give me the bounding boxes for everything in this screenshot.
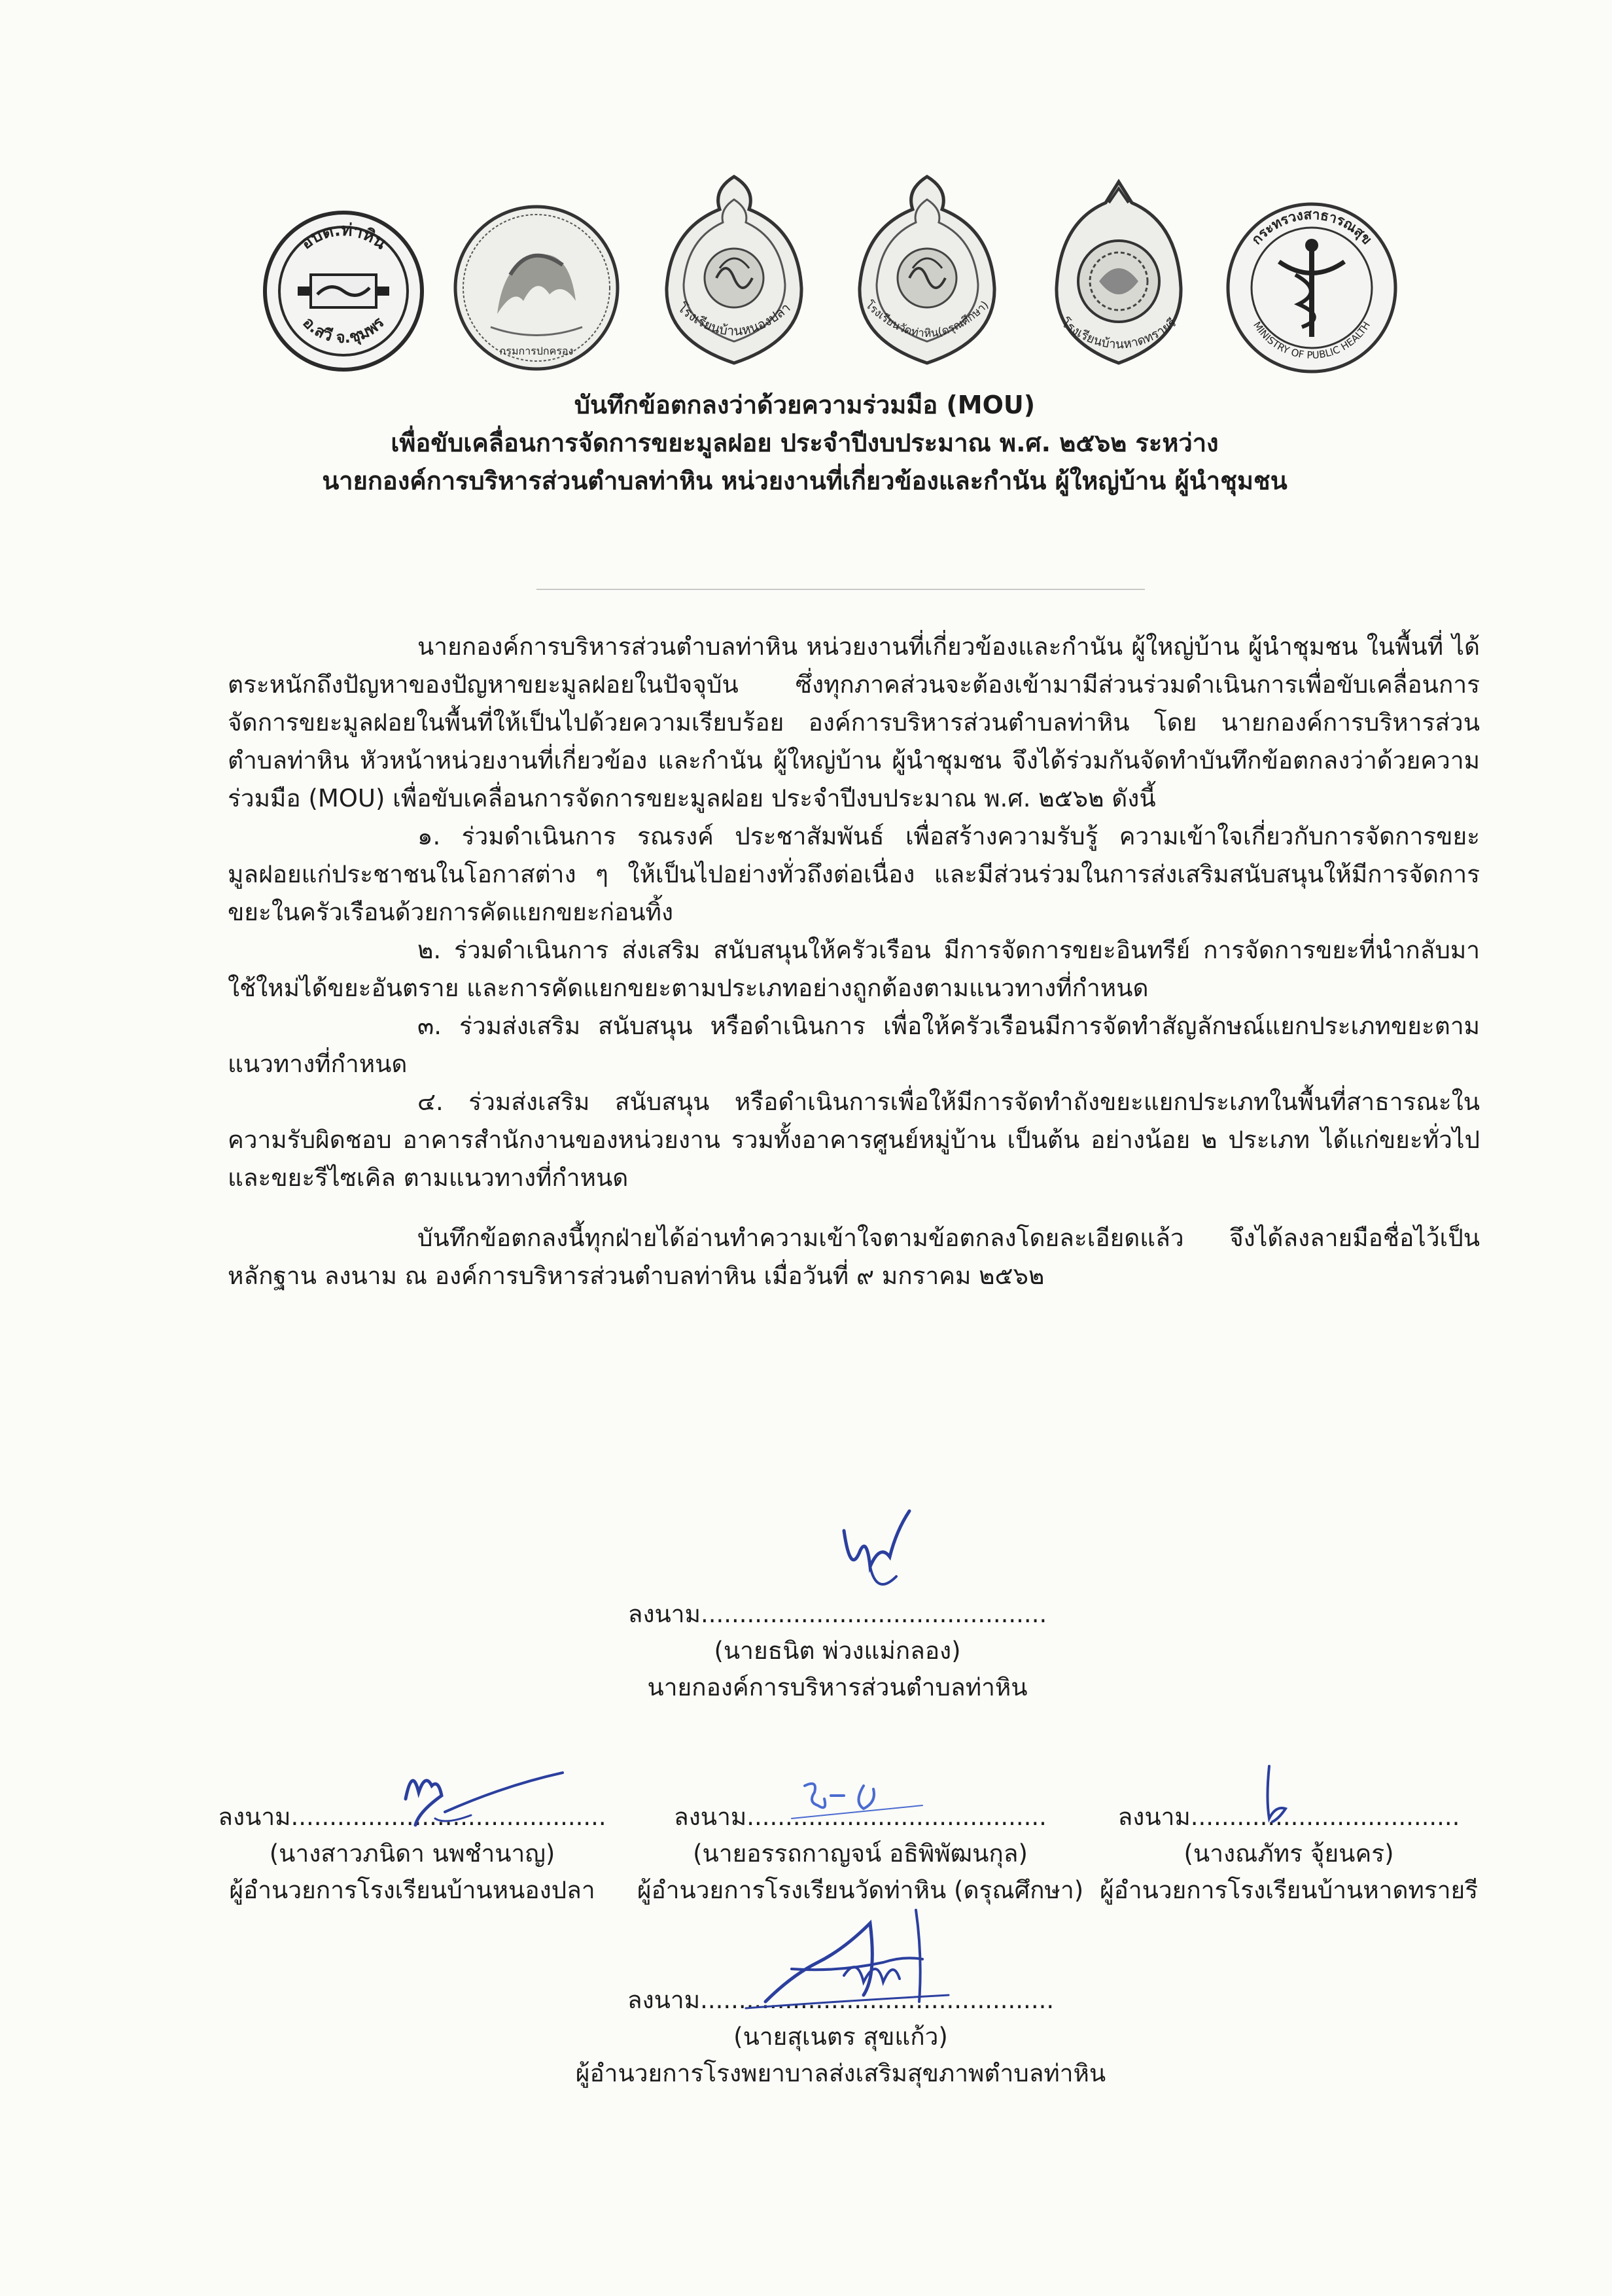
- handwritten-signature-bottom: [726, 1897, 975, 2028]
- wat-tha-hin-school-logo: [844, 170, 1011, 373]
- ministry-of-public-health-logo: [1223, 200, 1400, 376]
- document-title: [196, 386, 1413, 500]
- sign-line: ลงนาม...................................: [1117, 1803, 1460, 1831]
- signer-position: ผู้อำนวยการโรงเรียนบ้านหาดทรายรี: [1099, 1876, 1479, 1904]
- signer-name: (นางณภัทร จุ้ยนคร): [1183, 1839, 1394, 1868]
- title-line-3: นายกองค์การบริหารส่วนตำบลท่าหิน หน่วยงานที่เกี่ยวข้องและกำนัน ผู้ใหญ่บ้าน ผู้นำชุมชน: [322, 466, 1288, 495]
- logo-row: [262, 170, 1452, 373]
- title-line-2: เพื่อขับเคลื่อนการจัดการขยะมูลฝอย ประจำปีงบประมาณ พ.ศ. ๒๕๖๒ ระหว่าง: [391, 428, 1219, 457]
- signature-main: [589, 1596, 1086, 1706]
- signer-name: (นายสุเนตร สุขแก้ว): [733, 2023, 948, 2051]
- signer-position: ผู้อำนวยการโรงเรียนวัดท่าหิน (ดรุณศึกษา): [637, 1876, 1084, 1904]
- ban-hat-sai-ri-school-logo: [1037, 177, 1200, 373]
- body-text: [228, 628, 1480, 1295]
- signer-position: นายกองค์การบริหารส่วนตำบลท่าหิน: [647, 1673, 1028, 1701]
- title-line-1: บันทึกข้อตกลงว่าด้วยความร่วมมือ (MOU): [574, 391, 1036, 419]
- signer-position: ผู้อำนวยการโรงพยาบาลส่งเสริมสุขภาพตำบลท่าหิน: [575, 2059, 1106, 2087]
- intro-paragraph: นายกองค์การบริหารส่วนตำบลท่าหิน หน่วยงานที่เกี่ยวข้องและกำนัน ผู้ใหญ่บ้าน ผู้นำชุมชน ในพื้นที่ ได้ตระหนักถึงปัญหาของปัญหาขยะมูลฝอยในปัจจุบัน ซึ่งทุกภาคส่วนจะต้องเข้ามามีส่วนร่วมดำเนินการเพื่อขับเคลื่อนการจัดการขยะมูลฝอยในพื้นที่ให้เป็นไปด้วยความเรียบร้อย องค์การบริหารส่วนตำบลท่าหิน โดย นายกองค์การบริหารส่วนตำบลท่าหิน หัวหน้าหน่วยงานที่เกี่ยวข้อง และกำนัน ผู้ใหญ่บ้าน ผู้นำชุมชน จึงได้ร่วมกันจัดทำบันทึกข้อตกลงว่าด้วยความร่วมมือ (MOU) เพื่อขับเคลื่อนการจัดการขยะมูลฝอย ประจำปีงบประมาณ พ.ศ. ๒๕๖๒ ดังนี้: [228, 633, 1480, 812]
- sign-line: ลงนาม.........................................: [218, 1803, 606, 1831]
- list-item: ๓. ร่วมส่งเสริม สนับสนุน หรือดำเนินการ เพื่อให้ครัวเรือนมีการจัดทำสัญลักษณ์แยกประเภทขยะตามแนวทางที่กำหนด: [228, 1012, 1480, 1078]
- svg-text:MINISTRY OF PUBLIC HEALTH: MINISTRY OF PUBLIC HEALTH: [1250, 319, 1373, 362]
- svg-text:กรมการปกครอง: กรมการปกครอง: [499, 345, 574, 357]
- obt-tha-hin-seal: [262, 209, 425, 373]
- svg-text:อบต.ท่าหิน: อบต.ท่าหิน: [296, 220, 391, 254]
- svg-text:กระทรวงสาธารณสุข: กระทรวงสาธารณสุข: [1248, 206, 1375, 248]
- local-admin-dept-seal: [451, 203, 622, 373]
- svg-text:โรงเรียนวัดท่าหิน(ดรุณศึกษา): โรงเรียนวัดท่าหิน(ดรุณศึกษา): [862, 298, 992, 341]
- signer-position: ผู้อำนวยการโรงเรียนบ้านหนองปลา: [229, 1876, 595, 1904]
- handwritten-initial-mark: [837, 1495, 844, 1501]
- handwritten-signature-main: [831, 1505, 936, 1603]
- handwritten-signature-center: [779, 1766, 942, 1832]
- svg-text:อ.สวี จ.ชุมพร: อ.สวี จ.ชุมพร: [299, 313, 388, 347]
- closing-paragraph: บันทึกข้อตกลงนี้ทุกฝ่ายได้อ่านทำความเข้าใจตามข้อตกลงโดยละเอียดแล้ว จึงได้ลงลายมือชื่อไว้เป็นหลักฐาน ลงนาม ณ องค์การบริหารส่วนตำบลท่าหิน เมื่อวันที่ ๙ มกราคม ๒๕๖๒: [228, 1224, 1480, 1290]
- handwritten-signature-right: [1250, 1760, 1302, 1832]
- list-item: ๔. ร่วมส่งเสริม สนับสนุน หรือดำเนินการเพื่อให้มีการจัดทำถังขยะแยกประเภทในพื้นที่สาธารณะในความรับผิดชอบ อาคารสำนักงานของหน่วยงาน รวมทั้งอาคารศูนย์หมู่บ้าน เป็นต้น อย่างน้อย ๒ ประเภท ได้แก่ขยะทั่วไป และขยะรีไซเคิล ตามแนวทางที่กำหนด: [228, 1088, 1480, 1192]
- ban-nong-pla-school-logo: [651, 170, 818, 373]
- svg-text:โรงเรียนบ้านหนองปลา: โรงเรียนบ้านหนองปลา: [675, 300, 794, 339]
- sign-line: ลงนาม.......................................: [674, 1803, 1047, 1831]
- sign-line: ลงนาม.............................................: [627, 1600, 1047, 1628]
- list-item: ๑. ร่วมดำเนินการ รณรงค์ ประชาสัมพันธ์ เพื่อสร้างความรับรู้ ความเข้าใจเกี่ยวกับการจัดการขยะมูลฝอยแก่ประชาชนในโอกาสต่าง ๆ ให้เป็นไปอย่างทั่วถึงต่อเนื่อง และมีส่วนร่วมในการส่งเสริมสนับสนุนให้มีการจัดการขยะในครัวเรือนด้วยการคัดแยกขยะก่อนทิ้ง: [228, 822, 1480, 926]
- svg-text:โรงเรียนบ้านหาดทรายรี: โรงเรียนบ้านหาดทรายรี: [1058, 315, 1180, 352]
- divider: [536, 589, 1145, 590]
- sign-line: ลงนาม..............................................: [627, 1986, 1055, 2014]
- handwritten-signature-left: [393, 1760, 576, 1832]
- list-item: ๒. ร่วมดำเนินการ ส่งเสริม สนับสนุนให้ครัวเรือน มีการจัดการขยะอินทรีย์ การจัดการขยะที่นำกลับมาใช้ใหม่ได้ขยะอันตราย และการคัดแยกขยะตามประเภทอย่างถูกต้องตามแนวทางที่กำหนด: [228, 936, 1480, 1002]
- signer-name: (นายอรรถกาญจน์ อธิพิพัฒนกุล): [693, 1839, 1028, 1868]
- signer-name: (นางสาวภนิดา นพชำนาญ): [269, 1839, 555, 1868]
- signer-name: (นายธนิต พ่วงแม่กลอง): [714, 1637, 961, 1665]
